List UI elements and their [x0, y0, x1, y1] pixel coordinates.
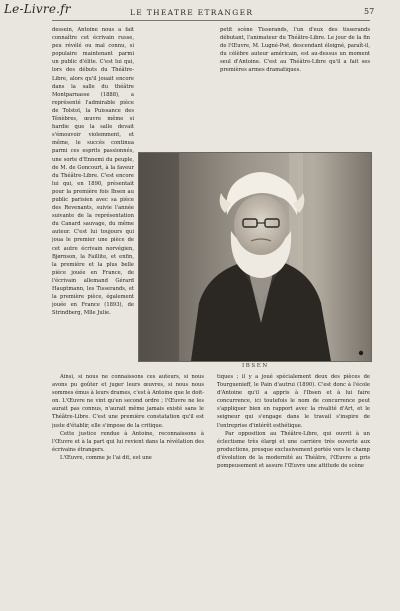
- text-column-left-top: [52, 26, 134, 372]
- paragraph: L'Œuvre, comme je l'ai dit, est une: [60, 454, 152, 461]
- paragraph: dessein, Antoine nous a fait connaître cet écrivain russe, peu révélé ou mal connu, si populaire maintenant parmi un public d'élite. C'est lui qui, lors des débuts du Théâtre-Libre, alors qu'il jouait encore dans la salle du théâtre Montparnasse (1888), a représenté l'admirable pièce de Tolstoï, la Puissance des Ténèbres, œuvre même si hardie que la salle devait s'émouvoir violemment, et même, le succès continua parmi ces esprits passionnés, une sorte d'Ennemi du peuple, de M. de Goncourt, à la faveur du Théâtre-Libre. C'est encore lui qui, en 1890, présentait pour la première fois Ibsen au public parisien avec sa pièce des Revenants, suivie l'année suivante de la représentation du Canard sauvage, du même auteur. C'est lui toujours qui joua le premier une pièce de cet autre écrivain norvégien, Bjørnson, la Faillite, et enfin, la première et la plus belle pièce jouée en France, de l'écrivain allemand Gérard Hauptmann, les Tisserands, et la première pièce, également jouée en France (1893), de Strindberg, Mlle Julie.: [52, 27, 134, 317]
- text-column-bottom-left: [52, 373, 204, 598]
- paragraph: Par opposition au Théâtre-Libre, qui ouvrit à un éclectisme très élargi et une carrière très ouverte aux productions, presque exclusivement portée vers le champ d'évolution de la modernité au Théâtre, l'Œuvre a pris pompeusement et assure l'Œuvre une attitude de scène: [217, 430, 370, 470]
- portrait-image: [139, 153, 371, 361]
- portrait-photo: [138, 152, 372, 362]
- watermark-logo: Le-Livre.fr: [4, 2, 71, 16]
- paragraph: Ainsi, si nous ne connaissons ces auteurs, si nous avons pu goûter et juger leurs œuvres, si nous nous sommes émus à leurs drames, c'est à Antoine que le doit-on. L'Œuvre ne vint qu'en second ordre ; l'Œuvre ne les aurait pas connus, n'aurait même jamais existé sans le Théâtre-Libre. C'est une première constatation qu'il est juste d'établir, elle s'impose de la critique.: [52, 374, 204, 429]
- paragraph: tiques ; il y a joué spécialement deux des pièces de Tourguenieff, le Pain d'autrui (1890). C'est donc à l'école d'Antoine qu'il a appris à l'Ibsen et à lui faire concurrence, ici toutefois le nom de concurrence peut s'appliquer bien en rapport avec la rivalité d'Art, et le seigneur qui s'engage dans le travail s'inspire de l'entreprise d'intérêt esthétique.: [217, 374, 370, 429]
- paragraph: petit scène Tisserands, l'un d'eux des tisserands débutant, l'animateur du Théâtre-Libre. Le jour de la fin de l'Œuvre, M. Lugné-Poë, descendant éloigné, paraît-il, du célèbre auteur américain, est au-dessus un moment seul d'Antoine. C'est au Théâtre-Libre qu'il a fait ses premières armes dramatiques.: [220, 27, 370, 74]
- running-title: LE THEATRE ETRANGER: [130, 8, 254, 17]
- header-rule: [52, 20, 370, 21]
- paragraph: Cette justice rendue à Antoine, reconnaissons à l'Œuvre et à la part qui lui revient dans la révélation des écrivains étrangers.: [52, 430, 204, 453]
- figure-caption: IBSEN: [242, 363, 269, 369]
- text-column-bottom-right: [217, 373, 370, 598]
- text-column-right-top: [220, 26, 370, 144]
- page-number: 57: [364, 7, 375, 16]
